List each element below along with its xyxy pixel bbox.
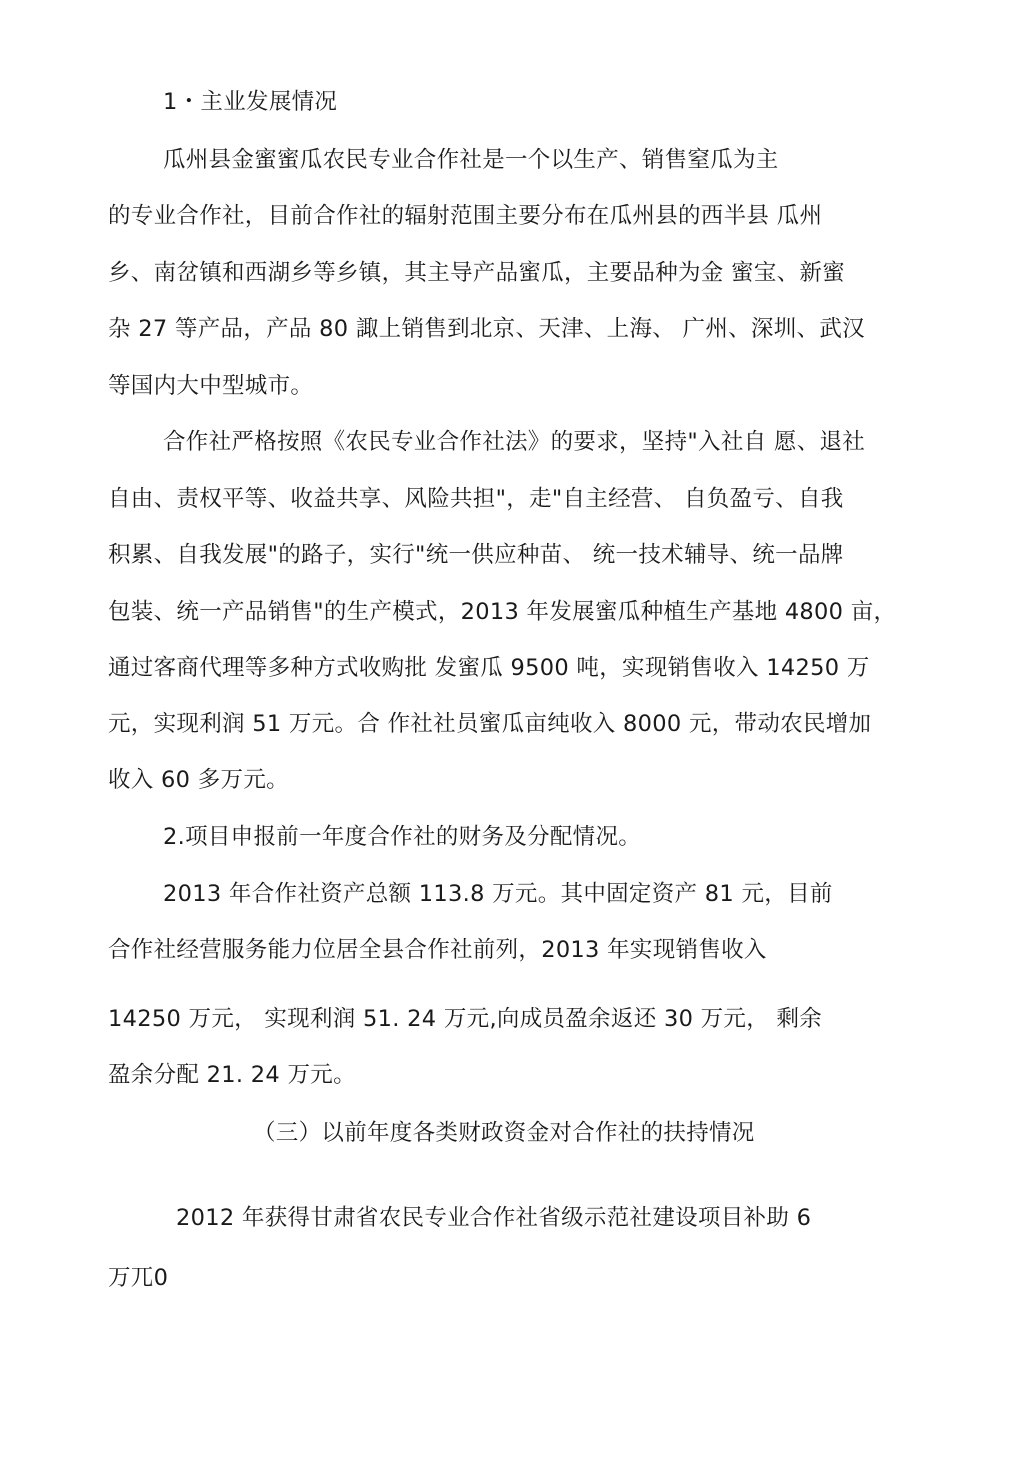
paragraph-line: 包装、统一产品销售"的生产模式，2013 年发展蜜瓜种植生产基地 4800 亩， — [108, 599, 897, 625]
paragraph-line: 通过客商代理等多种方式收购批 发蜜瓜 9500 吨，实现销售收入 14250 万 — [108, 655, 870, 681]
paragraph-line: 合作社经营服务能力位居全县合作社前列，2013 年实现销售收入 — [108, 937, 767, 963]
paragraph-line: 元，实现利润 51 万元。合 作社社员蜜瓜亩纯收入 8000 元，带动农民增加 — [108, 711, 872, 737]
paragraph-line: 瓜州县金蜜蜜瓜农民专业合作社是一个以生产、销售窒瓜为主 — [163, 147, 779, 173]
paragraph-line: 杂 27 等产品，产品 80 諏上销售到北京、天津、上海、 广州、深圳、武汉 — [108, 316, 865, 342]
paragraph-line: 万兀0 — [108, 1265, 169, 1291]
paragraph-line: 2012 年获得甘肃省农民专业合作社省级示范社建设项目补助 6 — [176, 1205, 812, 1231]
paragraph-line: 等国内大中型城市。 — [108, 373, 314, 399]
paragraph-line: 收入 60 多万元。 — [108, 767, 289, 793]
paragraph-line: 14250 万元， 实现利润 51. 24 万元,向成员盈余返还 30 万元， 剩余 — [108, 1006, 823, 1032]
paragraph-line: 的专业合作社，目前合作社的辐射范围主要分布在瓜州县的西半县 瓜州 — [108, 203, 823, 229]
heading-fiscal-support: （三）以前年度各类财政资金对合作社的扶持情况 — [253, 1120, 755, 1146]
heading-financial-status: 2.项目申报前一年度合作社的财务及分配情况。 — [163, 824, 642, 850]
paragraph-line: 盈余分配 21. 24 万元。 — [108, 1062, 356, 1088]
paragraph-line: 合作社严格按照《农民专业合作社法》的要求，坚持"入社自 愿、退社 — [163, 429, 866, 455]
heading-main-business: 1・主业发展情况 — [163, 89, 338, 115]
paragraph-line: 积累、自我发展"的路子，实行"统一供应种苗、 统一技术辅导、统一品牌 — [108, 542, 844, 568]
paragraph-line: 乡、南岔镇和西湖乡等乡镇，其主导产品蜜瓜，主要品种为金 蜜宝、新蜜 — [108, 260, 846, 286]
paragraph-line: 自由、责权平等、收益共享、风险共担"，走"自主经营、 自负盈亏、自我 — [108, 486, 844, 512]
paragraph-line: 2013 年合作社资产总额 113.8 万元。其中固定资产 81 元，目前 — [163, 881, 833, 907]
